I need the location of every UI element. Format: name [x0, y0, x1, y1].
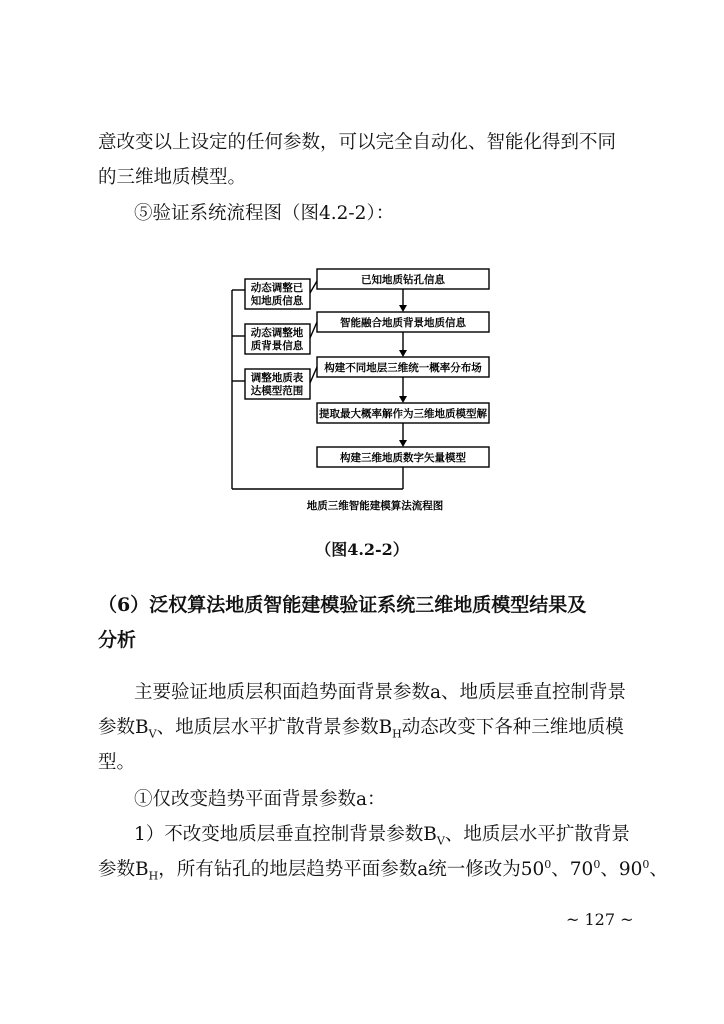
arrow-head — [399, 350, 407, 357]
figure-caption: （图4.2-2） — [315, 540, 409, 559]
flowchart-intro: ⑤验证系统流程图（图4.2-2）： — [134, 203, 395, 224]
body-text-line: 意改变以上设定的任何参数，可以完全自动化、智能化得到不同 — [98, 132, 617, 153]
step-label-2: 智能融合地质背景地质信息 — [340, 317, 466, 329]
side-box-1-line1: 动态调整已 — [250, 282, 304, 294]
arrow-head — [399, 305, 407, 312]
arrow-head — [399, 440, 407, 447]
step-label-3: 构建不同地层三维统一概率分布场 — [324, 362, 482, 374]
step-label-5: 构建三维地质数字矢量模型 — [340, 452, 466, 464]
side-box-3-line1: 调整地质表 — [250, 372, 304, 384]
side-box-1-line2: 知地质信息 — [250, 295, 304, 307]
body-text-line: 1）不改变地质层垂直控制背景参数$B_V$、地质层水平扩散背景 — [134, 824, 630, 848]
body-text-line: 参数$B_V$、地质层水平扩散背景参数$B_H$动态改变下各种三维地质模 — [98, 717, 624, 741]
arrow-head — [399, 396, 407, 403]
body-text-line: 的三维地质模型。 — [98, 167, 247, 188]
page-number: ~ 127 ~ — [566, 910, 634, 929]
step-label-1: 已知地质钻孔信息 — [361, 274, 445, 286]
section-heading-line2: 分析 — [98, 629, 137, 651]
step-label-4: 提取最大概率解作为三维地质模型解 — [319, 408, 487, 420]
list-item: ①仅改变趋势平面背景参数a： — [134, 789, 386, 810]
diagram-title: 地质三维智能建模算法流程图 — [306, 500, 444, 512]
side-box-2-line2: 质背景信息 — [250, 340, 304, 352]
body-text-line: 主要验证地质层积面趋势面背景参数a、地质层垂直控制背景 — [134, 682, 627, 703]
body-text-line: 参数$B_H$，所有钻孔的地层趋势平面参数a统一修改为$50^0$、$70^0$、$90^0$、 — [98, 857, 668, 883]
side-box-3-line2: 达模型范围 — [250, 385, 304, 397]
body-text-line: 型。 — [98, 752, 136, 773]
side-box-2-line1: 动态调整地 — [250, 327, 304, 339]
section-heading-line1: （6）泛权算法地质智能建模验证系统三维地质模型结果及 — [98, 594, 587, 616]
